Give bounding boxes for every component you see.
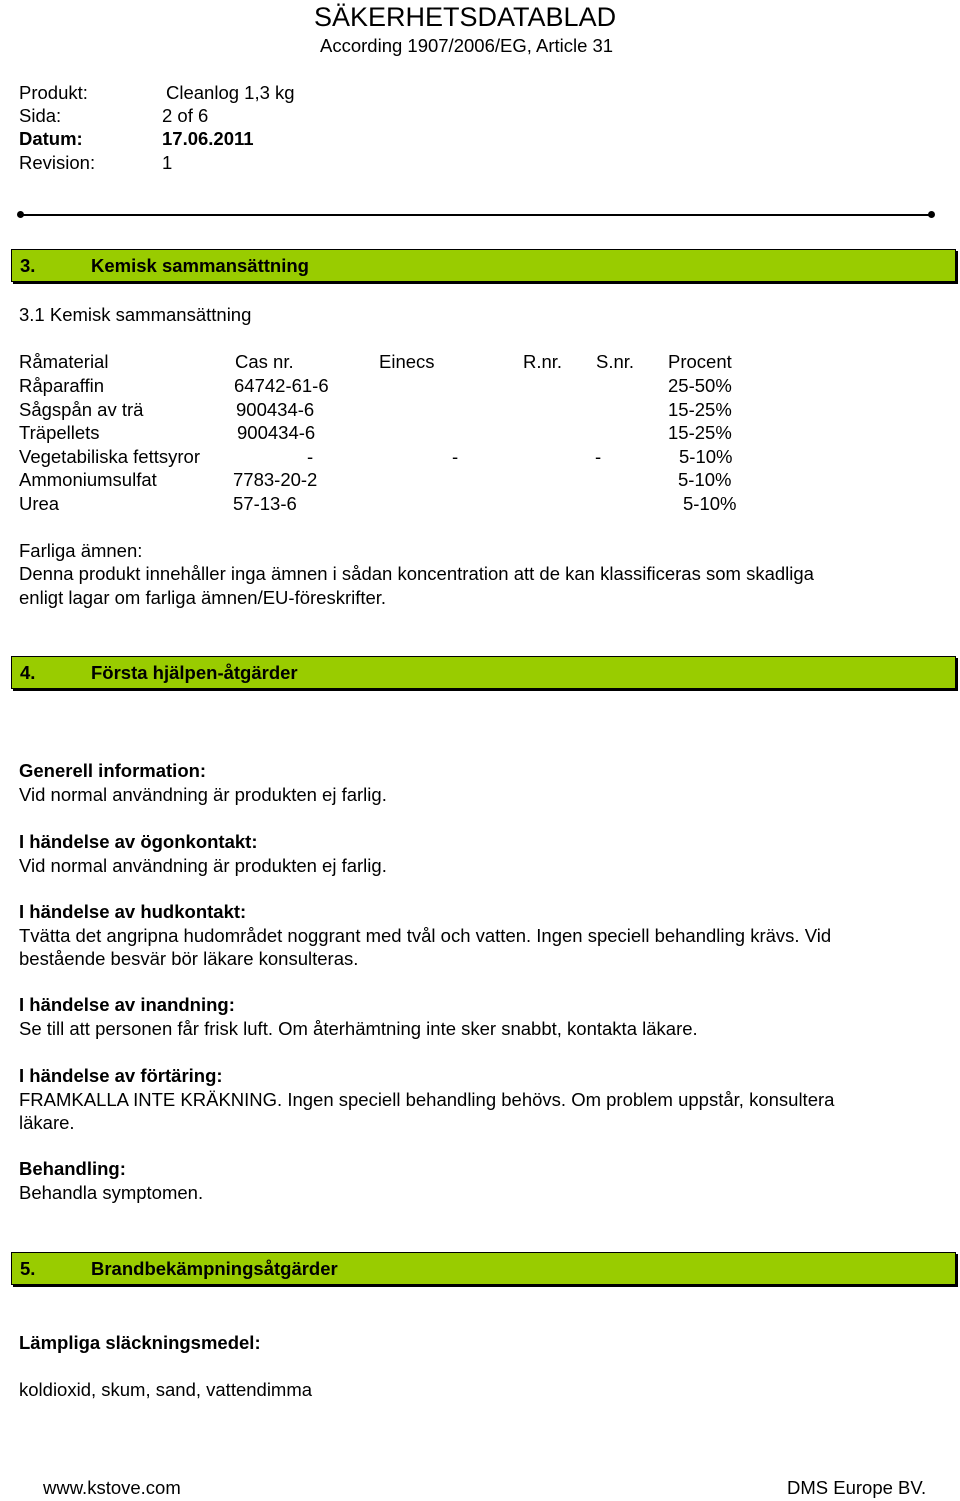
extinguishing-media-text: koldioxid, skum, sand, vattendimma [19, 1379, 313, 1400]
first-aid-eye [19, 830, 939, 877]
first-aid-inhalation-text: Se till att personen får frisk luft. Om återhämtning inte sker snabbt, kontakta läkare. [19, 1017, 698, 1039]
table-row-1-cas: 64742-61-6 [234, 375, 329, 396]
first-aid-treatment-text: Behandla symptomen. [19, 1181, 204, 1203]
table-header-einecs: Einecs [379, 351, 435, 372]
first-aid-general-text: Vid normal användning är produkten ej farlig. [19, 783, 387, 805]
first-aid-general-heading: Generell information: [19, 760, 207, 781]
first-aid-skin-text-line-1: Tvätta det angripna hudområdet noggrant med tvål och vatten. Ingen speciell behandling krävs. Vid [19, 924, 832, 946]
footer-company: DMS Europe BV. [787, 1477, 927, 1498]
section-5-number: 5. [20, 1258, 36, 1279]
table-row-5-percent: 5-10% [678, 469, 732, 490]
first-aid-ingestion-text-line-1: FRAMKALLA INTE KRÄKNING. Ingen speciell behandling behövs. Om problem uppstår, konsultera [19, 1088, 835, 1110]
table-row-3-percent: 15-25% [668, 422, 732, 443]
section-4-title: Första hjälpen-åtgärder [91, 662, 298, 683]
table-row-5-cas: 7783-20-2 [233, 469, 318, 490]
footer-website: www.kstove.com [43, 1477, 181, 1498]
divider-right-dot [928, 211, 935, 218]
table-row-5-material: Ammoniumsulfat [19, 469, 157, 490]
extinguishing-media-heading: Lämpliga släckningsmedel: [19, 1332, 261, 1353]
table-row-2-percent: 15-25% [668, 399, 732, 420]
table-row-2-material: Sågspån av trä [19, 399, 144, 420]
table-header-snr: S.nr. [596, 351, 635, 372]
section-3-title: Kemisk sammansättning [91, 255, 309, 276]
first-aid-treatment [19, 1157, 939, 1204]
section-5-band [11, 1252, 956, 1285]
section-4-band [11, 656, 956, 689]
section-3-number: 3. [20, 255, 36, 276]
date-label: Datum: [19, 128, 83, 149]
first-aid-eye-text: Vid normal användning är produkten ej farlig. [19, 854, 387, 876]
section-3-band [11, 249, 956, 282]
first-aid-skin [19, 900, 939, 971]
table-header-rnr: R.nr. [523, 351, 563, 372]
table-row-4-einecs: - [452, 446, 459, 467]
document-subtitle: According 1907/2006/EG, Article 31 [320, 35, 614, 56]
first-aid-ingestion-text-line-2: läkare. [19, 1112, 75, 1133]
first-aid-treatment-heading: Behandling: [19, 1158, 126, 1179]
date-value: 17.06.2011 [162, 128, 254, 149]
first-aid-ingestion [19, 1064, 939, 1135]
table-row-4-percent: 5-10% [679, 446, 733, 467]
table-row-4-snr: - [595, 446, 602, 467]
product-label: Produkt: [19, 82, 88, 103]
hazard-text-line-1: Denna produkt innehåller inga ämnen i sådan koncentration att de kan klassificeras som skadliga [19, 563, 814, 584]
table-row-1-material: Råparaffin [19, 375, 105, 396]
revision-value: 1 [162, 152, 173, 173]
table-header-cas: Cas nr. [235, 351, 294, 372]
document-title: SÄKERHETSDATABLAD [314, 2, 617, 32]
table-header-material: Råmaterial [19, 351, 109, 372]
revision-label: Revision: [19, 152, 96, 173]
table-row-6-percent: 5-10% [683, 493, 737, 514]
table-row-3-cas: 900434-6 [237, 422, 316, 443]
table-row-6-material: Urea [19, 493, 60, 514]
section-3-subheading: 3.1 Kemisk sammansättning [19, 304, 252, 325]
first-aid-skin-text-line-2: bestående besvär bör läkare konsulteras. [19, 948, 359, 969]
table-row-3-material: Träpellets [19, 422, 100, 443]
hazard-heading: Farliga ämnen: [19, 540, 143, 561]
first-aid-inhalation [19, 993, 939, 1040]
section-4-number: 4. [20, 662, 36, 683]
table-row-1-percent: 25-50% [668, 375, 732, 396]
product-value: Cleanlog 1,3 kg [166, 82, 295, 103]
section-5-title: Brandbekämpningsåtgärder [91, 1258, 338, 1279]
page-label: Sida: [19, 105, 62, 126]
hazard-text-line-2: enligt lagar om farliga ämnen/EU-föreskrifter. [19, 587, 387, 608]
first-aid-eye-heading: I händelse av ögonkontakt: [19, 831, 258, 852]
page-value: 2 of 6 [162, 105, 209, 126]
table-header-percent: Procent [668, 351, 732, 372]
header-divider [20, 214, 932, 216]
table-row-4-cas: - [307, 446, 314, 467]
first-aid-ingestion-heading: I händelse av förtäring: [19, 1065, 223, 1086]
first-aid-general [19, 759, 939, 806]
table-row-6-cas: 57-13-6 [233, 493, 297, 514]
table-row-2-cas: 900434-6 [236, 399, 315, 420]
first-aid-inhalation-heading: I händelse av inandning: [19, 994, 235, 1015]
first-aid-skin-heading: I händelse av hudkontakt: [19, 901, 247, 922]
table-row-4-material: Vegetabiliska fettsyror [19, 446, 200, 467]
